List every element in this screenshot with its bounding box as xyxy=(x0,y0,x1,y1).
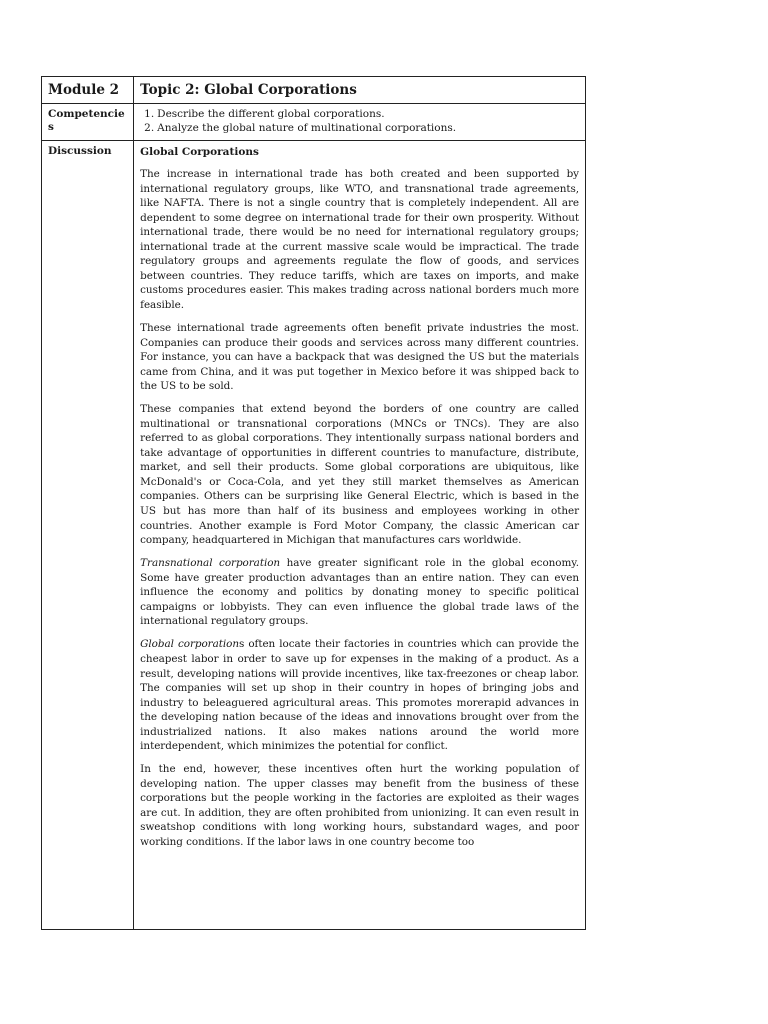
competencies-row xyxy=(42,104,586,141)
paragraph-lead: Global corporation xyxy=(140,638,239,651)
discussion-content-cell xyxy=(134,141,586,930)
discussion-label-cell xyxy=(42,141,134,930)
topic-cell xyxy=(134,77,586,104)
paragraph xyxy=(140,556,579,629)
competency-text: Describe the different global corporations. xyxy=(157,108,385,120)
competencies-label: Competencies xyxy=(48,108,125,133)
competency-item xyxy=(144,121,585,135)
header-row xyxy=(42,77,586,104)
paragraph xyxy=(140,402,579,547)
paragraph-text: s often locate their factories in countries which can provide the cheapest labor in order to save up for expenses in the making of a product. As a result, developing nations will provide incentives, like tax-freezones or cheap labor. The companies will set up shop in their country in hopes of bringing jobs and industry to beleaguered agricultural areas. This promotes morerapid advances in the developing nation because of the ideas and innovations brought over from the industrialized nations. It also makes nations around the world more interdependent, which minimizes the potential for conflict. xyxy=(140,638,580,753)
paragraph-text: These companies that extend beyond the borders of one country are called multinational or transnational corporations (MNCs or TNCs). They are also referred to as global corporations. They intentionally surpass national borders and take advantage of opportunities in different countries to manufacture, distribute, market, and sell their products. Some global corporations are ubiquitous, like McDonald's or Coca-Cola, and yet they still market themselves as American companies. Others can be surprising like General Electric, which is based in the US but has more than half of its business and employees working in other countries. Another example is Ford Motor Company, the classic American car company, headquartered in Michigan that manufactures cars worldwide. xyxy=(140,403,579,547)
competencies-list xyxy=(134,104,585,135)
paragraph xyxy=(140,167,579,312)
topic-title: Topic 2: Global Corporations xyxy=(140,82,357,98)
competency-item xyxy=(144,107,585,121)
paragraph xyxy=(140,637,579,753)
paragraph xyxy=(140,321,579,394)
paragraph-text: have greater significant role in the global economy. Some have greater production advantages than an entire nation. They can even influence the economy and politics by donating money to specific political campaigns or lobbyists. They can even influence the global trade laws of the international regulatory groups. xyxy=(140,557,579,628)
paragraph-lead: Transnational corporation xyxy=(140,557,281,570)
paragraph-text: In the end, however, these incentives often hurt the working population of developing nation. The upper classes may benefit from the business of these corporations but the people working in the factories are exploited as their wages are cut. In addition, they are often prohibited from unionizing. It can even result in sweatshop conditions with long working hours, substandard wages, and poor working conditions. If the labor laws in one country become too xyxy=(140,763,579,849)
competency-number: 2. xyxy=(144,122,155,134)
module-label: Module 2 xyxy=(48,82,120,98)
competencies-label-cell xyxy=(42,104,134,141)
module-cell xyxy=(42,77,134,104)
competencies-content-cell xyxy=(134,104,586,141)
discussion-label: Discussion xyxy=(48,145,112,157)
paragraph-text: These international trade agreements often benefit private industries the most. Companies can produce their goods and services across many different countries. For instance, you can have a backpack that was designed the US but the materials came from China, and it was put together in Mexico before it was shipped back to the US to be sold. xyxy=(140,321,579,393)
competency-text: Analyze the global nature of multinational corporations. xyxy=(157,122,457,134)
paragraph xyxy=(140,762,579,849)
section-heading: Global Corporations xyxy=(140,146,259,158)
lesson-table xyxy=(41,76,586,930)
competency-number: 1. xyxy=(144,108,155,120)
paragraph-text: The increase in international trade has both created and been supported by international regulatory groups, like WTO, and transnational trade agreements, like NAFTA. There is not a single country that is completely independent. All are dependent to some degree on international trade for their own prosperity. Without international trade, there would be no need for international regulatory groups; international trade at the current massive scale would be impractical. The trade regulatory groups and agreements regulate the flow of goods, and services between countries. They reduce tariffs, which are taxes on imports, and make customs procedures easier. This makes trading across national borders much more feasible. xyxy=(140,168,579,311)
discussion-row xyxy=(42,141,586,930)
